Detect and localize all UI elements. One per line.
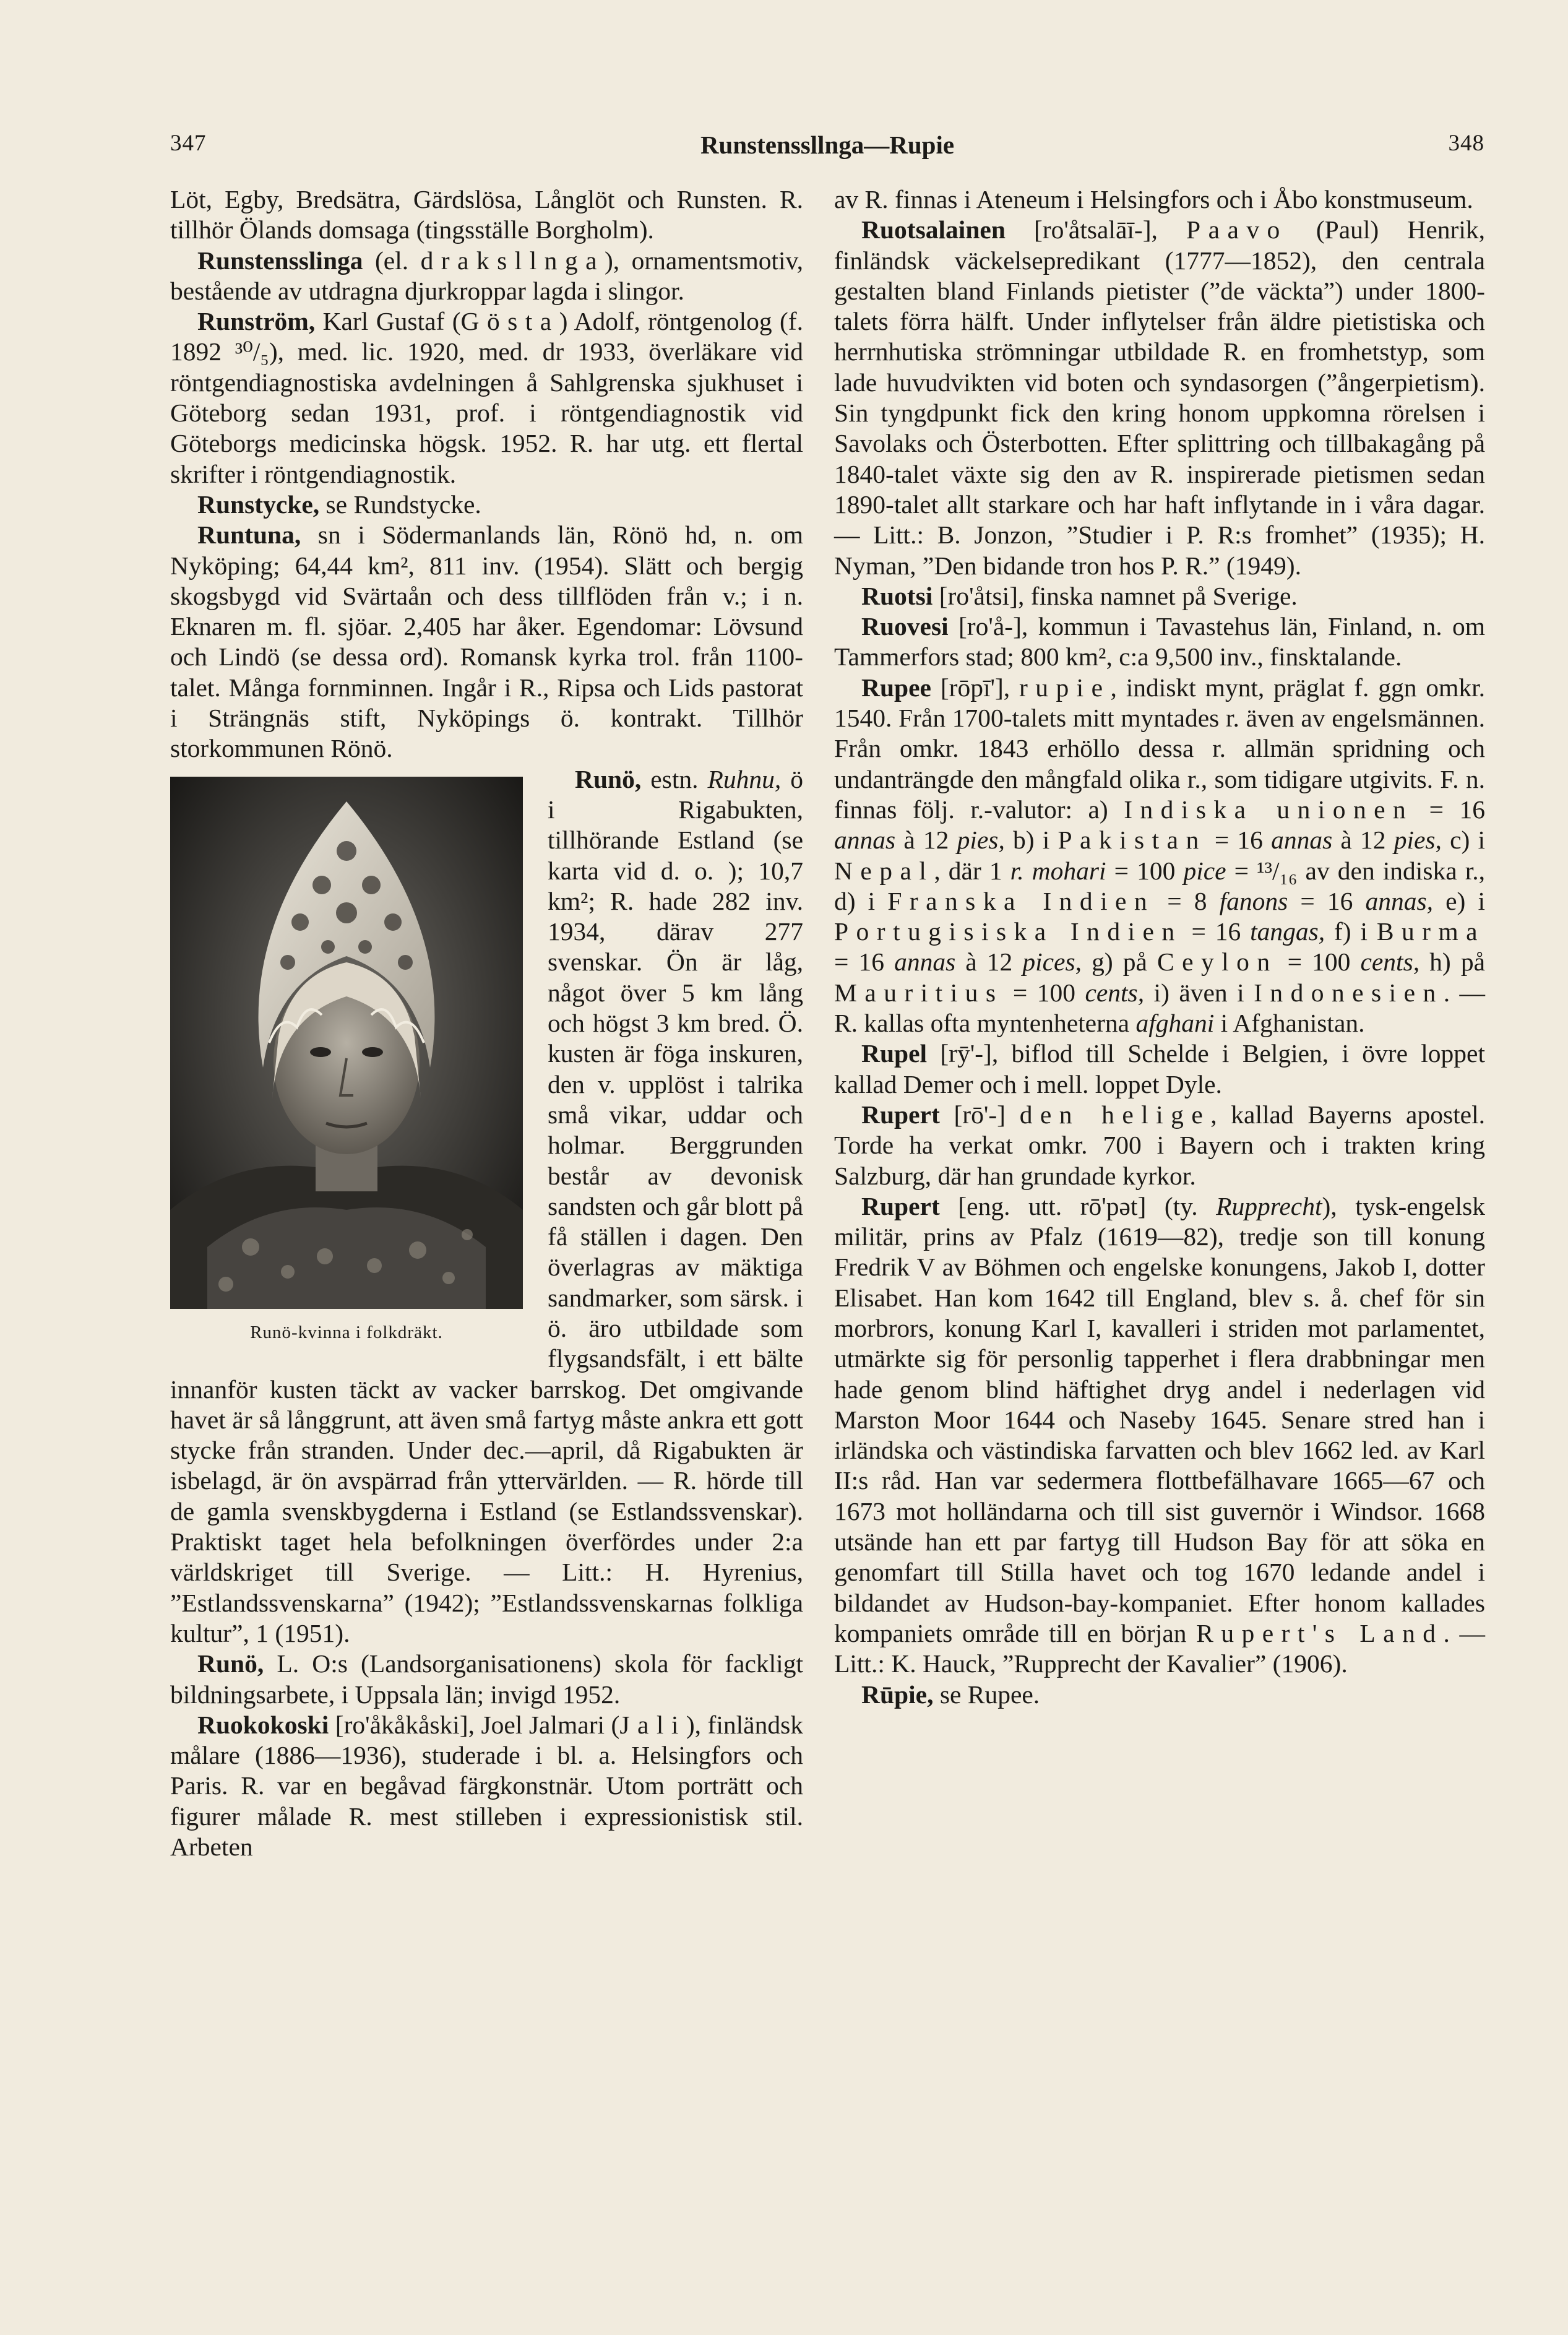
entry-text: , indiskt mynt, präglat f. ggn omkr. 1540. Från 1700-talets mitt myntades r. även av engelsmännen. Från omkr. 1843 erhöllo dessa r. allmän spridning och undanträngde den mångfald olika r., som tidigare utgivits. F. n. finnas följ. r.-valutor: a) <box>834 673 1485 824</box>
entry-text: h) på <box>1419 947 1485 977</box>
italic-term: Ruhnu, <box>707 764 782 793</box>
headword: Runström, <box>197 307 316 336</box>
entry-continuation <box>170 184 803 246</box>
page-number-left: 347 <box>170 131 207 156</box>
italic-term: annas <box>834 826 896 855</box>
entry-text: = 16 <box>1288 886 1366 915</box>
running-title: Runstenssllnga—Rupie <box>700 131 955 159</box>
spaced-term: rupie <box>1019 673 1111 702</box>
entry-text: = 100 <box>1003 978 1085 1007</box>
entry-text: . — Litt.: K. Hauck, ”Rupprecht der Kavalier” (1906). <box>834 1618 1486 1678</box>
left-column <box>170 184 803 1862</box>
entry-runtuna <box>170 520 803 764</box>
spaced-term: draksllnga <box>420 246 605 275</box>
entry-text: estn. <box>641 764 708 793</box>
spaced-term: Indonesien <box>1254 978 1444 1007</box>
entry-text: ), tysk-engelsk militär, prins av Pfalz (1619—82), tredje son till konung Fredrik V av Böhmen och engelske konungens, Jakob I, dotter Elisabet. Han kom 1642 till England, blev s. å. chef för sin morbrors, konung Karl I, kavalleri i striden mot parlamentet, utmärkte sig för personlig tapperhet i flera drabbningar men hade genom blind häftighet dryg andel i nederlagen vid Marston Moor 1644 och Naseby 1645. Senare stred han i irländska och västindiska farvatten och blev 1662 led. av Karl II:s råd. Han var sedermera flottbefälhavare 1665—67 och 1673 mot holländarna och till sist guvernör i Windsor. 1668 utsände han ett par fartyg till Hudson Bay för att söka en genomfart till Stilla havet och tog 1670 ledande andel i bildandet av Hudson-bay-kompaniet. Efter honom kallades kompaniets område till en början <box>834 1191 1485 1647</box>
headword: Rupel <box>861 1039 928 1068</box>
entry-text: = ¹³/₁₆ av den indiska r., d) i <box>834 856 1486 915</box>
entry-text: [rȳ'-], biflod till Schelde i Belgien, i övre loppet kallad Demer och i mell. loppet Dyle. <box>834 1039 1485 1098</box>
headword: Runtuna, <box>197 520 301 550</box>
headword: Ruotsalainen <box>861 215 1006 244</box>
entry-text: à 12 <box>1332 826 1394 855</box>
spaced-term: Franska Indien <box>887 886 1155 915</box>
entry-rupie <box>834 1680 1485 1710</box>
spaced-term: Nepal <box>834 856 934 885</box>
headword: Rupert <box>861 1100 940 1129</box>
figure-caption: Runö-kvinna i folkdräkt. <box>250 1322 443 1342</box>
spaced-term: Pakistan <box>1058 826 1207 855</box>
headword: Runö, <box>575 764 642 793</box>
spaced-term: Indiska unionen <box>1124 795 1414 824</box>
spaced-term: Rupert's Land <box>1196 1618 1444 1647</box>
photo-figure <box>170 777 523 1344</box>
entry-text: ), ornamentsmotiv, bestående av utdragna djurkroppar lagda i slingor. <box>170 246 803 305</box>
right-column <box>834 184 1485 1710</box>
entry-text: [rōpī'], <box>931 673 1020 702</box>
entry-text: = 16 <box>1182 917 1251 946</box>
italic-term: pices, <box>1022 947 1082 977</box>
entry-text: ö i Rigabukten, tillhörande Estland (se karta vid d. o. ); 10,7 km²; R. hade 282 inv. 1934, därav 277 svenskar. Ön är låg, något över 5 km lång och högst 3 km bred. Ö. kusten är föga inskuren, den v. upplöst i talrika små vikar, uddar och holmar. Berggrunden består av devonisk sandsten och går blott på få ställen i dagen. Den överlagras av mäktiga sandmarker, som särsk. i ö. äro utbildade som flygsandsfält, i ett bälte innanför kusten täckt av vacker barrskog. Det omgivande havet är så långgrunt, att även små fartyg måste ankra ett gott stycke från stranden. Under dec.—april, då Rigabukten är isbelagd, är ön avspärrad från yttervärlden. — R. hörde till de gamla svenskbygderna i Estland (se Estlandssvenskar). Praktiskt taget hela befolkningen överfördes under 2:a världskriget till Sverige. — Litt.: H. Hyrenius, ”Estlandssvenskarna” (1942); ”Estlandssvenskarnas folkliga kultur”, 1 (1951). <box>170 764 804 1647</box>
entry-text: (el. <box>363 246 421 275</box>
spaced-term: Jali <box>619 1710 686 1739</box>
italic-term: r. mohari <box>1010 856 1106 885</box>
entry-continuation <box>834 184 1485 215</box>
entry-text: se Rundstycke. <box>319 490 481 519</box>
italic-term: afghani <box>1135 1009 1215 1038</box>
entry-text: Löt, Egby, Bredsätra, Gärdslösa, Långlöt och Runsten. R. tillhör Ölands domsaga (tingsställe Borgholm). <box>170 185 803 244</box>
spaced-term: Burma <box>1376 917 1486 946</box>
entry-rupert-saint <box>834 1100 1485 1191</box>
entry-ruovesi <box>834 611 1485 673</box>
entry-text: [ro'å-], kommun i Tavastehus län, Finland, n. om Tammerfors stad; 800 km², c:a 9,500 inv., finsktalande. <box>834 612 1485 671</box>
entry-text: av R. finnas i Ateneum i Helsingfors och i Åbo konstmuseum. <box>834 185 1473 214</box>
page-header <box>170 130 1484 173</box>
entry-text: ), finländsk målare (1886—1936), studerade i bl. a. Helsingfors och Paris. R. var en begåvad färgkonstnär. Utom porträtt och figurer målade R. mest stilleben i expressionistisk stil. Arbeten <box>170 1710 803 1862</box>
portrait-photo <box>170 777 523 1309</box>
italic-term: tangas, <box>1250 917 1325 946</box>
entry-text: = 8 <box>1155 886 1220 915</box>
entry-text: Karl Gustaf ( <box>315 307 461 336</box>
entry-runo-lo <box>170 1649 803 1710</box>
italic-term: annas, <box>1365 886 1434 915</box>
page-number-right: 348 <box>1448 131 1484 156</box>
entry-runo <box>170 764 803 1649</box>
headword: Rūpie, <box>861 1680 934 1709</box>
entry-text: = 16 <box>1206 826 1272 855</box>
entry-ruotsi <box>834 581 1485 611</box>
headword: Ruovesi <box>861 612 949 641</box>
spaced-term: Mauritius <box>834 978 1004 1007</box>
entry-runstycke <box>170 490 803 520</box>
spaced-term: Ceylon <box>1157 947 1278 977</box>
entry-ruokokoski <box>170 1710 803 1862</box>
headword: Runstycke, <box>197 490 320 519</box>
italic-term: pice <box>1183 856 1226 885</box>
entry-rupel <box>834 1038 1485 1100</box>
entry-text: c) i <box>1441 826 1486 855</box>
entry-text: ) Adolf, röntgenolog (f. 1892 ³⁰/₅), med. lic. 1920, med. dr 1933, överläkare vid röntgendiagnostiska avdelningen å Sahlgrenska sjukhuset i Göteborg sedan 1931, prof. i röntgendiagnostik vid Göteborgs medicinska högsk. 1952. R. har utg. ett flertal skrifter i röntgendiagnostik. <box>170 307 803 488</box>
entry-text: sn i Södermanlands län, Rönö hd, n. om Nyköping; 64,44 km², 811 inv. (1954). Slätt och bergig skogsbygd vid Svärtaån och dess tillflöden från v.; i n. Eknaren m. fl. sjöar. 2,405 har åker. Egendomar: Lövsund och Lindö (se dessa ord). Romansk kyrka trol. från 1100-talet. Många fornminnen. Ingår i R., Ripsa och Lids pastorat i Strängnäs stift, Nyköpings ö. kontrakt. Tillhör storkommunen Rönö. <box>170 520 803 763</box>
italic-term: annas <box>894 947 956 977</box>
spaced-term: Portugisiska Indien <box>834 917 1182 946</box>
entry-text: [ro'åtsalāī-], <box>1005 215 1187 244</box>
entry-runstensslinga <box>170 246 803 307</box>
entry-text: e) i <box>1433 886 1486 915</box>
italic-term: fanons <box>1219 886 1288 915</box>
spaced-term: Gösta <box>460 307 559 336</box>
entry-rupee <box>834 673 1485 1039</box>
entry-rupert-prince <box>834 1191 1485 1680</box>
italic-term: pies, <box>957 826 1005 855</box>
headword: Ruotsi <box>861 581 933 610</box>
entry-text: . — R. kallas ofta myntenheterna <box>834 978 1486 1038</box>
italic-term: cents, <box>1360 947 1420 977</box>
entry-runstrom <box>170 306 803 490</box>
entry-text: [ro'åtsi], finska namnet på Sverige. <box>933 581 1298 610</box>
entry-text: = 16 <box>834 947 895 977</box>
entry-text: i Afghanistan. <box>1214 1009 1365 1038</box>
entry-text: b) i <box>1004 826 1058 855</box>
entry-text: [ro'åkåkåski], Joel Jalmari ( <box>329 1710 620 1739</box>
entry-text: se Rupee. <box>933 1680 1040 1709</box>
entry-text: = 100 <box>1277 947 1361 977</box>
entry-text: à 12 <box>955 947 1023 977</box>
entry-text: = 100 <box>1106 856 1184 885</box>
entry-text: à 12 <box>895 826 957 855</box>
italic-term: annas <box>1271 826 1333 855</box>
italic-term: pies, <box>1394 826 1442 855</box>
entry-text: i) även i <box>1144 978 1254 1007</box>
headword: Runstensslinga <box>197 246 363 275</box>
italic-term: cents, <box>1085 978 1145 1007</box>
entry-text: , kallad Bayerns apostel. Torde ha verkat omkr. 700 i Bayern och i trakten kring Salzburg, där han grundade kyrkor. <box>834 1100 1485 1190</box>
entry-text: g) på <box>1082 947 1157 977</box>
spaced-term: den helige <box>1019 1100 1211 1129</box>
entry-text: (Paul) Henrik, finländsk väckelsepredikant (1777—1852), den centrala gestalten bland Finlands pietister (”de väckta”) under 1800-talets förra hälft. Under inflytelser från äldre pietistiska och herrnhutiska strömningar utbildade R. en fromhetstyp, som lade huvudvikten vid boten och syndasorgen (”ångerpietism). Sin tyngdpunkt fick den kring honom uppkomna rörelsen i Savolaks och Österbotten. Efter splittring och tillbakagång på 1840-talet växte sig den av R. inspirerade pietismen sedan 1890-talet allt starkare och har haft inflytande in i våra dagar. — Litt.: B. Jonzon, ”Studier i P. R:s fromhet” (1935); H. Nyman, ”Den bidande tron hos P. R.” (1949). <box>834 215 1485 580</box>
entry-text: = 16 <box>1413 795 1486 824</box>
entry-text: [rō'-] <box>939 1100 1020 1129</box>
headword: Rupert <box>861 1191 940 1220</box>
entry-text: , där 1 <box>934 856 1010 885</box>
entry-ruotsalainen <box>834 215 1485 581</box>
entry-text: [eng. utt. rō'pət] (ty. <box>939 1191 1217 1220</box>
headword: Rupee <box>861 673 931 702</box>
headword: Ruokokoski <box>197 1710 329 1739</box>
entry-text: f) i <box>1325 917 1377 946</box>
spaced-term: Paavo <box>1186 215 1288 244</box>
entry-text: L. O:s (Landsorganisationens) skola för fackligt bildningsarbete, i Uppsala län; invigd 1952. <box>170 1649 803 1709</box>
italic-term: Rupprecht <box>1216 1191 1322 1220</box>
headword: Runö, <box>197 1649 264 1678</box>
